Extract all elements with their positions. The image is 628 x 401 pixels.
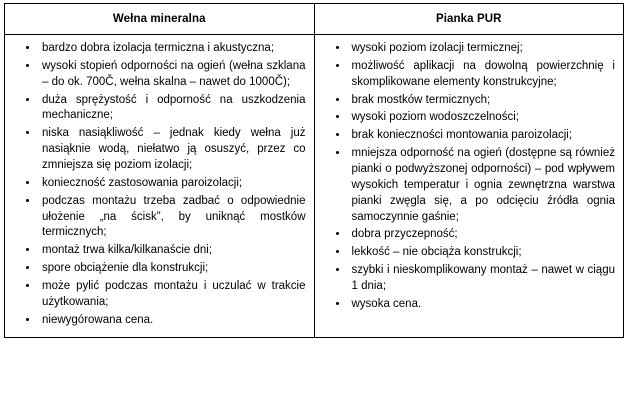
list-item: • lekkość – nie obciąża konstrukcji; <box>349 245 616 261</box>
list-item: • konieczność zastosowania paroizolacji; <box>39 176 306 192</box>
pur-bullet-list <box>319 41 616 313</box>
list-item: • wysoki stopień odporności na ogień (wełna szklana – do ok. 700Č, wełna skalna – nawet do 1000Č); <box>39 59 306 91</box>
wool-cell <box>5 35 315 338</box>
list-item: • mniejsza odporność na ogień (dostępne są również pianki o podwyższonej odporności) – pod wpływem wysokich temperatur i ognia zewnętrzna warstwa pianki zwęgla się, a po odcięciu źródła ognia samoczynnie gaśnie; <box>349 146 616 225</box>
list-item: • brak mostków termicznych; <box>349 93 616 109</box>
list-item: • niska nasiąkliwość – jednak kiedy wełna już nasiąknie wodą, niełatwo ją osuszyć, przez co zmniejsza się poziom izolacji; <box>39 126 306 174</box>
column-header-wool: Wełna mineralna <box>5 4 315 35</box>
list-item: • bardzo dobra izolacja termiczna i akustyczna; <box>39 41 306 57</box>
list-item: • możliwość aplikacji na dowolną powierzchnię i skomplikowane elementy konstrukcyjne; <box>349 59 616 91</box>
list-item: • wysoki poziom wodoszczelności; <box>349 110 616 126</box>
table-header-row <box>5 4 624 35</box>
list-item: • montaż trwa kilka/kilkanaście dni; <box>39 243 306 259</box>
wool-bullet-list <box>9 41 306 329</box>
pur-cell <box>314 35 624 338</box>
comparison-table <box>4 3 624 338</box>
table-row <box>5 35 624 338</box>
list-item: • niewygórowana cena. <box>39 313 306 329</box>
list-item: • podczas montażu trzeba zadbać o odpowiednie ułożenie „na ścisk”, by uniknąć mostków termicznych; <box>39 194 306 242</box>
list-item: • dobra przyczepność; <box>349 227 616 243</box>
list-item: • brak konieczności montowania paroizolacji; <box>349 128 616 144</box>
list-item: • duża sprężystość i odporność na uszkodzenia mechaniczne; <box>39 93 306 125</box>
list-item: • może pylić podczas montażu i uczulać w trakcie użytkowania; <box>39 279 306 311</box>
list-item: • szybki i nieskomplikowany montaż – nawet w ciągu 1 dnia; <box>349 263 616 295</box>
list-item: • wysoka cena. <box>349 297 616 313</box>
table-header <box>5 4 624 35</box>
list-item: • spore obciążenie dla konstrukcji; <box>39 261 306 277</box>
list-item: • wysoki poziom izolacji termicznej; <box>349 41 616 57</box>
column-header-pur: Pianka PUR <box>314 4 624 35</box>
table-body <box>5 35 624 338</box>
